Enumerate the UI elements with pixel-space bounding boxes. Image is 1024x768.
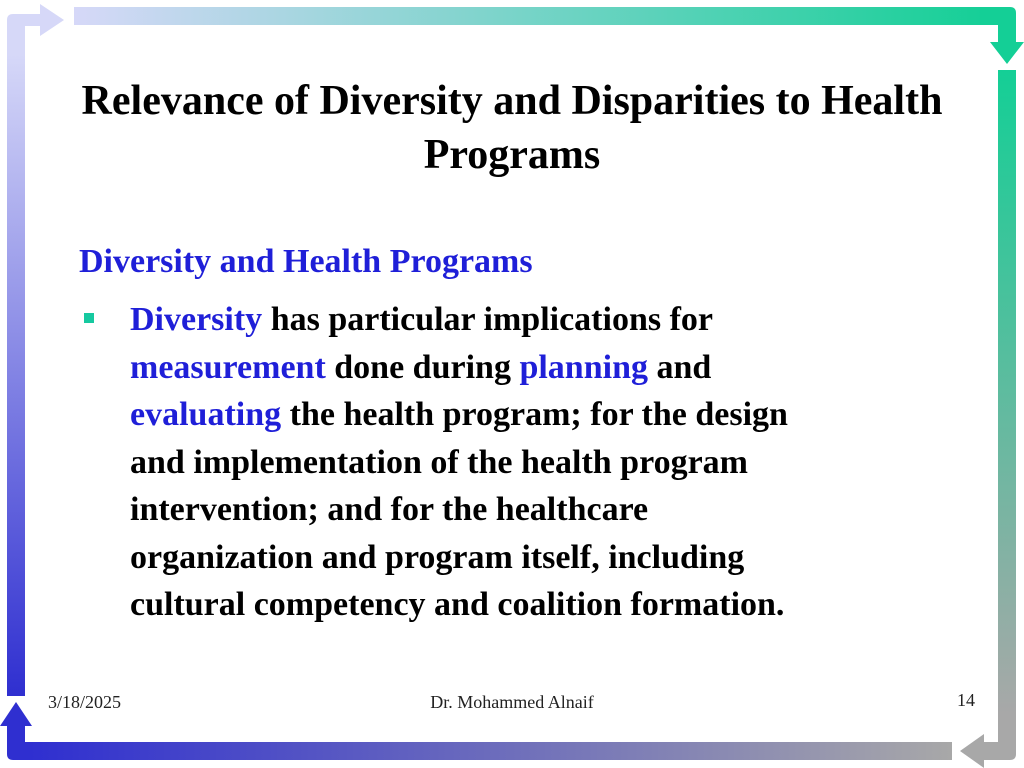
bullet-line [130, 391, 930, 439]
bullet-line [130, 534, 930, 582]
keyword-highlight: planning [519, 348, 648, 386]
bullet-paragraph [130, 296, 930, 629]
frame-top-bar [74, 7, 992, 25]
bullet-text-segment: done during [325, 348, 520, 386]
footer-author: Dr. Mohammed Alnaif [430, 692, 594, 712]
arrow-right-icon [7, 4, 64, 54]
slide-title: Relevance of Diversity and Disparities to Health Programs [81, 78, 943, 178]
bullet-text-segment: organization and program itself, including [130, 538, 745, 576]
bullet-line [130, 344, 930, 392]
bullet-text-segment: the health program; for the design [281, 396, 788, 433]
bullet-line [130, 486, 930, 534]
arrow-down-icon [980, 7, 1024, 64]
frame-bottom-bar [30, 742, 952, 760]
frame-right-bar [998, 70, 1016, 714]
bullet-square-icon [84, 313, 94, 323]
frame-left-bar [7, 54, 25, 696]
bullet-text-segment: and [647, 348, 712, 386]
bullet-text-segment: intervention; and for the healthcare [130, 491, 649, 528]
bullet-text-segment: cultural competency and coalition formation. [130, 586, 785, 623]
bullet-text-segment: and implementation of the health program [130, 443, 748, 481]
footer-date: 3/18/2025 [48, 692, 122, 712]
section-subheading: Diversity and Health Programs [79, 243, 533, 280]
bullet-line [130, 439, 930, 487]
keyword-highlight: Diversity [130, 301, 263, 338]
keyword-highlight: measurement [130, 348, 326, 386]
bullet-line [130, 296, 930, 344]
keyword-highlight: evaluating [130, 396, 282, 433]
page-number: 14 [957, 690, 975, 710]
bullet-line [130, 581, 930, 629]
arrow-left-icon [960, 714, 1016, 768]
bullet-text-segment: has particular implications for [262, 301, 714, 338]
